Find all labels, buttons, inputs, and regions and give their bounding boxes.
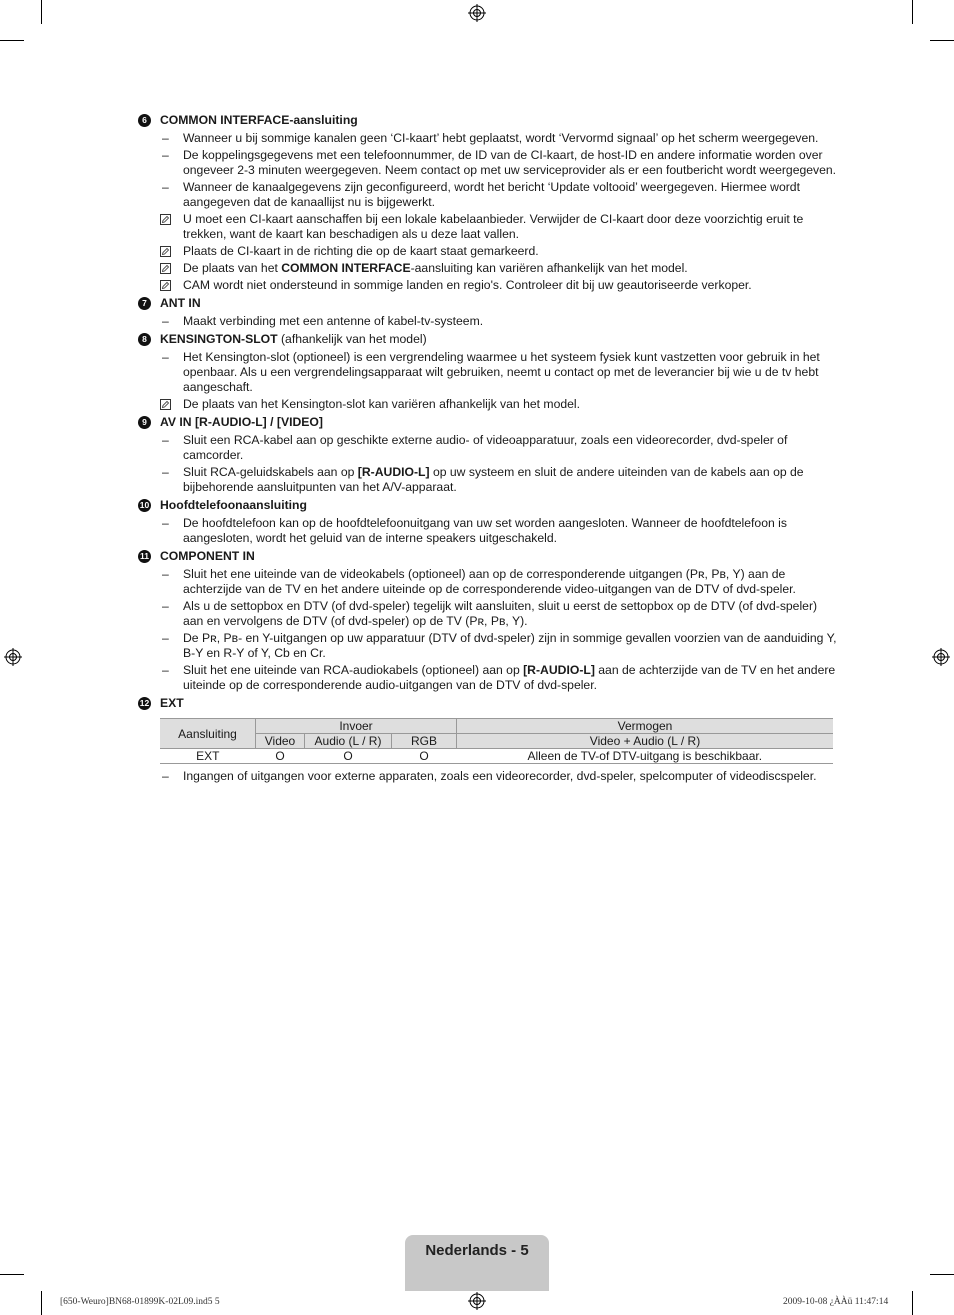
registration-mark-icon <box>468 1292 486 1310</box>
section-heading <box>138 332 840 347</box>
list-item <box>138 261 840 276</box>
section-number-badge: 10 <box>139 500 150 510</box>
section-number-badge: 7 <box>138 297 151 310</box>
list-item <box>138 397 840 412</box>
item-text: Sluit het ene uiteinde van RCA-audiokabels (optioneel) aan op <box>183 663 524 677</box>
list-item <box>138 180 840 210</box>
table-header-row <box>160 719 833 734</box>
col-video-header: Video <box>256 734 305 749</box>
crop-mark <box>41 0 42 24</box>
item-text: Plaats de CI-kaart in de richting die op de kaart staat gemarkeerd. <box>183 244 539 258</box>
cell-rgb: O <box>392 749 457 764</box>
section-title: COMMON INTERFACE-aansluiting <box>160 113 358 127</box>
dash-marker: – <box>162 131 169 145</box>
list-item <box>138 212 840 242</box>
cell-video: O <box>256 749 305 764</box>
item-text: De plaats van het <box>183 261 282 275</box>
ext-table <box>160 718 833 764</box>
list-item <box>138 567 840 597</box>
section-heading <box>138 415 840 430</box>
section-number-badge: 9 <box>138 416 151 429</box>
item-text: De plaats van het Kensington-slot kan variëren afhankelijk van het model. <box>183 397 581 411</box>
page-number-tab <box>405 1235 549 1291</box>
section-heading <box>138 696 840 711</box>
item-text: Wanneer de kanaalgegevens zijn geconfigureerd, wordt het bericht ‘Update voltooid’ weergegeven. Hiermee wordt aangegeven dat de kanaallijst nu is bijgewerkt. <box>183 180 800 209</box>
dash-marker: – <box>162 350 169 364</box>
section-list <box>138 113 840 711</box>
note-icon <box>160 280 171 291</box>
cell-audio: O <box>305 749 392 764</box>
print-slug-left: [650-Weuro]BN68-01899K-02L09.ind5 5 <box>60 1297 220 1307</box>
section-heading <box>138 296 840 311</box>
table-row <box>160 749 833 764</box>
dash-marker: – <box>162 567 169 581</box>
list-item <box>138 131 840 146</box>
item-text: aan de achterzijde van de TV en het andere uiteinde op de corresponderende audio-uitgangen van de DTV of dvd-speler. <box>183 663 836 692</box>
section-heading <box>138 549 840 564</box>
dash-marker: – <box>162 599 169 613</box>
col-connection-header: Aansluiting <box>160 719 256 749</box>
dash-marker: – <box>162 516 169 530</box>
crop-mark <box>0 40 24 41</box>
section-number-badge: 12 <box>139 698 150 708</box>
list-item <box>138 433 840 463</box>
item-text: De koppelingsgegevens met een telefoonnummer, de ID van de CI-kaart, de host-ID en andere informatie worden over ongeveer 2-3 minuten weergegeven. Neem contact op met uw serviceprovider als er een foutbericht wordt weergegeven. <box>183 148 837 177</box>
list-item <box>138 244 840 259</box>
list-item <box>138 278 840 293</box>
section-title: KENSINGTON-SLOT <box>160 332 278 346</box>
item-text-bold: [R-AUDIO-L] <box>523 663 595 677</box>
list-item <box>138 148 840 178</box>
col-input-header: Invoer <box>256 719 457 734</box>
list-item <box>138 314 840 329</box>
list-item <box>138 465 840 495</box>
note-icon <box>160 263 171 274</box>
document-body <box>138 110 840 786</box>
print-slug-right: 2009-10-08 ¿ÀÀü 11:47:14 <box>783 1297 889 1307</box>
crop-mark <box>912 0 913 24</box>
section-title: ANT IN <box>160 296 201 310</box>
section-title: EXT <box>160 696 184 710</box>
col-audio-header: Audio (L / R) <box>305 734 392 749</box>
item-text: -aansluiting kan variëren afhankelijk van het model. <box>410 261 688 275</box>
col-rgb-header: RGB <box>392 734 457 749</box>
section-title-suffix: (afhankelijk van het model) <box>277 332 427 346</box>
section-number-badge: 8 <box>138 333 151 346</box>
crop-mark <box>0 1274 24 1275</box>
item-text-bold: COMMON INTERFACE <box>281 261 411 275</box>
section-title: AV IN [R-AUDIO-L] / [VIDEO] <box>160 415 323 429</box>
registration-mark-icon <box>4 648 22 666</box>
cell-connection: EXT <box>160 749 256 764</box>
list-item <box>138 631 840 661</box>
section-heading <box>138 498 840 513</box>
dash-marker: – <box>162 180 169 194</box>
item-text: Ingangen of uitgangen voor externe apparaten, zoals een videorecorder, dvd-speler, spelcomputer of videodiscspeler. <box>183 769 817 783</box>
item-text: Als u de settopbox en DTV (of dvd-speler) tegelijk wilt aansluiten, sluit u eerst de settopbox op de DTV (of dvd-speler) aan en vervolgens de DTV (of dvd-speler) op de TV (Pʀ, Pʙ, Y). <box>183 599 818 628</box>
list-item <box>138 350 840 395</box>
item-text: De hoofdtelefoon kan op de hoofdtelefoonuitgang van uw set worden aangesloten. Wanneer de hoofdtelefoon is aangesloten, wordt het geluid van de interne speakers uitgeschakeld. <box>183 516 787 545</box>
item-text: U moet een CI-kaart aanschaffen bij een lokale kabelaanbieder. Verwijder de CI-kaart door deze voorzichtig eruit te trekken, want de kaart kan beschadigen als u deze laat vallen. <box>183 212 804 241</box>
item-text-bold: [R-AUDIO-L] <box>357 465 430 479</box>
col-output-header: Vermogen <box>457 719 834 734</box>
list-item <box>138 663 840 693</box>
dash-marker: – <box>162 433 169 447</box>
crop-mark <box>930 1274 954 1275</box>
list-item <box>138 769 840 784</box>
item-text: Sluit RCA-geluidskabels aan op <box>183 465 358 479</box>
section-number-badge: 11 <box>140 551 149 561</box>
section-heading <box>138 113 840 128</box>
table-subheader-row <box>160 734 833 749</box>
list-item <box>138 516 840 546</box>
list-item <box>138 599 840 629</box>
note-icon <box>160 214 171 225</box>
crop-mark <box>930 40 954 41</box>
crop-mark <box>912 1291 913 1315</box>
dash-marker: – <box>162 631 169 645</box>
dash-marker: – <box>162 769 169 783</box>
item-text: Sluit een RCA-kabel aan op geschikte externe audio- of videoapparatuur, zoals een videorecorder, dvd-speler of camcorder. <box>183 433 788 462</box>
item-text: Maakt verbinding met een antenne of kabel-tv-systeem. <box>183 314 484 328</box>
registration-mark-icon <box>468 4 486 22</box>
item-text: Sluit het ene uiteinde van de videokabels (optioneel) aan op de corresponderende uitgangen (Pʀ, Pʙ, Y) aan de achterzijde van de TV en het andere uiteinde op de corresponderende video-uitgangen van de DTV of dvd-speler. <box>183 567 796 596</box>
item-text: CAM wordt niet ondersteund in sommige landen en regio's. Controleer dit bij uw geautoriseerde verkoper. <box>183 278 752 292</box>
registration-mark-icon <box>932 648 950 666</box>
cell-output: Alleen de TV-of DTV-uitgang is beschikbaar. <box>457 749 834 764</box>
note-icon <box>160 246 171 257</box>
dash-marker: – <box>162 663 169 677</box>
dash-marker: – <box>162 465 169 479</box>
section-title: COMPONENT IN <box>160 549 255 563</box>
section-title: Hoofdtelefoonaansluiting <box>160 498 307 512</box>
item-text: Wanneer u bij sommige kanalen geen ‘CI-kaart’ hebt geplaatst, wordt ‘Vervormd signaal’ op het scherm weergegeven. <box>183 131 819 145</box>
item-text: Het Kensington-slot (optioneel) is een vergrendeling waarmee u het systeem fysiek kunt vastzetten voor gebruik in het openbaar. Als u een vergrendelingsapparaat wilt gebruiken, neemt u contact op met de leverancier bij wie u de tv hebt aangeschaft. <box>183 350 820 394</box>
item-text: op uw systeem en sluit de andere uiteinden van de kabels aan op de bijbehorende aansluitpunten van het A/V-apparaat. <box>183 465 804 494</box>
item-text: De Pʀ, Pʙ- en Y-uitgangen op uw apparatuur (DTV of dvd-speler) zijn in sommige gevallen voorzien van de aanduiding Y, B-Y en R-Y of Y, Cb en Cr. <box>183 631 837 660</box>
col-output-sub-header: Video + Audio (L / R) <box>457 734 834 749</box>
section-number-badge: 6 <box>138 114 151 127</box>
crop-mark <box>41 1291 42 1315</box>
note-icon <box>160 399 171 410</box>
dash-marker: – <box>162 148 169 162</box>
dash-marker: – <box>162 314 169 328</box>
page-label: Nederlands - 5 <box>425 1242 529 1259</box>
